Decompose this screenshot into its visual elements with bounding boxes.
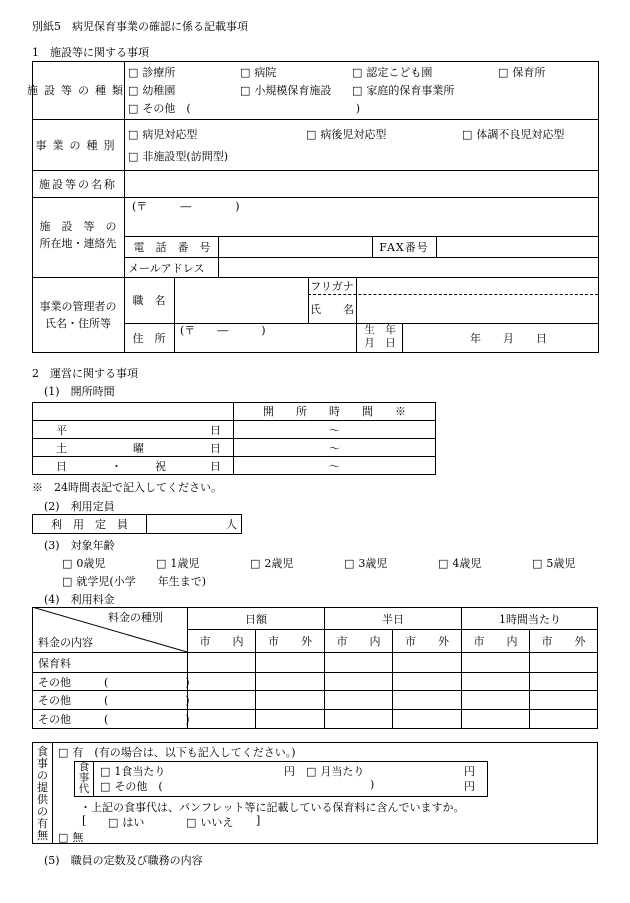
fax-field[interactable] <box>438 237 596 257</box>
birthdate-field[interactable]: 年 月 日 <box>470 332 547 345</box>
meals-vertical-label: 食 事 の 提 供 の 有 無 <box>37 745 48 842</box>
business-option-sick[interactable]: □ 病児対応型 <box>128 126 197 142</box>
facility-option-kindergarten[interactable]: □ 幼稚園 <box>128 82 175 98</box>
fee-sub-in: 市 内 <box>473 635 518 648</box>
meal-included-question: ・上記の食事代は、パンフレット等に記載している保育料に含んでいますか。 <box>80 801 465 814</box>
meal-included-yes[interactable]: □ はい <box>108 814 144 830</box>
age-option-4[interactable]: □ 4歳児 <box>438 555 481 571</box>
age-option-1[interactable]: □ 1歳児 <box>156 555 199 571</box>
staff-heading: (5) 職員の定数及び職務の内容 <box>44 854 203 867</box>
fee-sub-out: 市 外 <box>405 635 449 648</box>
hours-saturday-value[interactable]: ～ <box>329 441 340 455</box>
meal-bracket-close: ] <box>256 814 261 827</box>
business-type-label: 事業の種別 <box>35 138 121 152</box>
capacity-unit: 人 <box>226 518 237 531</box>
age-option-school[interactable]: □ 就学児(小学 年生まで) <box>62 573 206 589</box>
ages-heading: (3) 対象年齢 <box>44 539 115 552</box>
fee-corner-top: 料金の種別 <box>108 611 163 624</box>
meals-yes-option[interactable]: □ 有 (有の場合は、以下も記入してください。) <box>58 744 296 760</box>
section1-heading: 1 施設等に関する事項 <box>32 46 149 59</box>
meal-yen-unit: 円 <box>464 765 475 778</box>
furigana-field[interactable] <box>358 279 596 293</box>
fee-sub-in: 市 内 <box>336 635 381 648</box>
hours-holiday-value[interactable]: ～ <box>329 459 340 473</box>
manager-address-postal[interactable]: (〒 ― ) <box>180 324 266 337</box>
hours-holiday-label: 日 ・ 祝 日 <box>56 459 221 473</box>
meal-per-meal-option[interactable]: □ 1食当たり <box>100 763 165 779</box>
fee-row-label: その他 ( ) <box>38 675 190 689</box>
manager-name-field[interactable] <box>358 296 596 322</box>
phone-field[interactable] <box>220 237 370 257</box>
facility-type-label: 施設等の種類 <box>27 84 129 97</box>
fee-group-hourly: 1時間当たり <box>499 612 561 626</box>
section2-heading: 2 運営に関する事項 <box>32 367 138 380</box>
fee-group-daily: 日額 <box>245 612 267 626</box>
age-option-2[interactable]: □ 2歳児 <box>250 555 293 571</box>
facility-option-home-daycare[interactable]: □ 家庭的保育事業所 <box>352 82 454 98</box>
business-option-recovery[interactable]: □ 病後児対応型 <box>306 126 386 142</box>
facility-name-label: 施設等の名称 <box>39 177 117 191</box>
facility-option-hospital[interactable]: □ 病院 <box>240 64 276 80</box>
meal-other-close: ) <box>370 778 375 791</box>
manager-address-label: 住 所 <box>132 332 166 345</box>
manager-position-field[interactable] <box>176 279 306 321</box>
facility-option-kodomoen[interactable]: □ 認定こども園 <box>352 64 432 80</box>
fee-sub-out: 市 外 <box>268 635 312 648</box>
business-option-visiting[interactable]: □ 非施設型(訪問型) <box>128 148 228 164</box>
meal-included-no[interactable]: □ いいえ <box>186 814 233 830</box>
meals-no-option[interactable]: □ 無 <box>58 829 83 845</box>
location-postal[interactable]: (〒 ― ) <box>132 200 240 213</box>
meal-other-option[interactable]: □ その他 ( <box>100 778 163 794</box>
furigana-label: フリガナ <box>310 279 354 293</box>
facility-option-clinic[interactable]: □ 診療所 <box>128 64 175 80</box>
fee-corner-bottom: 料金の内容 <box>38 636 93 649</box>
facility-option-other[interactable]: □ その他 ( ) <box>128 100 360 116</box>
phone-label: 電 話 番 号 <box>133 241 211 254</box>
hours-heading: (1) 開所時間 <box>44 385 115 398</box>
hours-weekday-value[interactable]: ～ <box>329 423 340 437</box>
fee-group-halfday: 半日 <box>382 612 404 626</box>
meal-cost-label: 食 事 代 <box>78 761 90 795</box>
fee-sub-out: 市 外 <box>541 635 586 648</box>
capacity-label: 利 用 定 員 <box>51 518 128 531</box>
hours-note: ※ 24時間表記で記入してください。 <box>32 481 222 494</box>
business-option-unwell[interactable]: □ 体調不良児対応型 <box>462 126 564 142</box>
email-label: メールアドレス <box>128 261 205 275</box>
capacity-field[interactable] <box>147 515 225 533</box>
fee-row-label: その他 ( ) <box>38 713 190 726</box>
hours-weekday-label: 平 日 <box>56 423 221 437</box>
page-title: 別紙5 病児保育事業の確認に係る記載事項 <box>32 20 248 33</box>
fee-row-label: 保育料 <box>38 656 71 670</box>
manager-position-label: 職 名 <box>132 294 166 307</box>
email-field[interactable] <box>220 258 596 277</box>
hours-saturday-label: 土 曜 日 <box>56 441 221 455</box>
manager-label: 事業の管理者の 氏名・住所等 <box>39 300 117 330</box>
meal-yen-unit: 円 <box>284 765 295 778</box>
facility-option-small-nursery[interactable]: □ 小規模保育施設 <box>240 82 331 98</box>
fee-row-label: その他 ( ) <box>38 694 190 707</box>
age-option-3[interactable]: □ 3歳児 <box>344 555 387 571</box>
fee-sub-in: 市 内 <box>199 635 244 648</box>
meal-per-month-option[interactable]: □ 月当たり <box>306 763 364 779</box>
meal-yen-unit: 円 <box>464 780 475 793</box>
hours-column-header: 開 所 時 間 ※ <box>263 405 406 418</box>
capacity-heading: (2) 利用定員 <box>44 500 115 513</box>
meal-bracket-open: [ <box>82 814 87 827</box>
location-label: 施 設 等 の 所在地・連絡先 <box>39 220 117 250</box>
facility-option-nursery[interactable]: □ 保育所 <box>498 64 545 80</box>
birthdate-label: 生 年 月 日 <box>364 324 396 349</box>
manager-name-label: 氏 名 <box>310 303 354 316</box>
age-option-5[interactable]: □ 5歳児 <box>532 555 575 571</box>
age-option-0[interactable]: □ 0歳児 <box>62 555 105 571</box>
fax-label: FAX番号 <box>379 241 429 254</box>
fees-heading: (4) 利用料金 <box>44 593 115 606</box>
facility-name-field[interactable] <box>126 172 596 195</box>
